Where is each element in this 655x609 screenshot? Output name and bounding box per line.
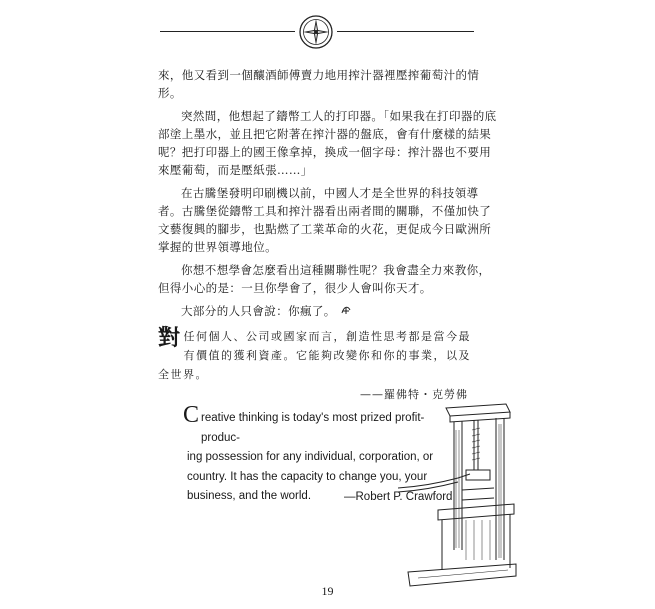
quote-cn-initial: 對 [158,325,182,351]
paragraph-4: 你想不想學會怎麼看出這種關聯性呢？我會盡全力來教你，但得小心的是：一旦你學會了，很少人會叫你天才。 [158,263,491,295]
end-mark-icon [340,304,352,316]
quote-chinese [158,327,478,384]
quote-cn-text: 任何個人、公司或國家而言，創造性思考都是當今最有價值的獲利資產。它能夠改變你和你的事業，以及全世界。 [158,330,472,381]
page-number: 19 [321,584,334,598]
quote-en-line: business, and the world. [187,490,312,502]
quote-en-line: country. It has the capacity to change you, your [187,470,428,483]
paragraph-2: 突然間，他想起了鑄幣工人的打印器。「如果我在打印器的底部塗上墨水，並且把它附著在搾汁器的盤底，會有什麼樣的結果呢？把打印器上的國王像拿掉，換成一個字母：搾汁器也不要用來壓葡萄，而是壓紙張……」 [158,109,497,177]
paragraph-5-text: 大部分的人只會說：你瘋了。 [181,304,336,318]
printing-press-illustration [398,400,518,590]
quote-en-attribution: —Robert P. Crawford [344,491,453,503]
compass-rose-icon [298,14,334,50]
quote-en-initial: C [183,402,200,428]
quote-cn-attribution: ——羅佛特・克勞佛 [360,388,468,401]
header-rule-left [160,31,295,32]
body-text [158,66,498,325]
page-header [0,14,655,50]
paragraph-1: 來，他又看到一個釀酒師傅賣力地用搾汁器裡壓搾葡萄汁的情形。 [158,68,480,100]
paragraph-5 [158,302,498,320]
quote-en-line: reative thinking is today's most prized profit-produc- [201,412,425,444]
quote-en-line: ing possession for any individual, corporation, or [187,451,434,463]
header-rule-right [337,31,474,32]
paragraph-3: 在古騰堡發明印刷機以前，中國人才是全世界的科技領導者。古騰堡從鑄幣工具和搾汁器看出兩者間的關聯，不僅加快了文藝復興的腳步，也點燃了工業革命的火花，更促成今日歐洲所掌握的世界領導地位。 [158,186,492,254]
